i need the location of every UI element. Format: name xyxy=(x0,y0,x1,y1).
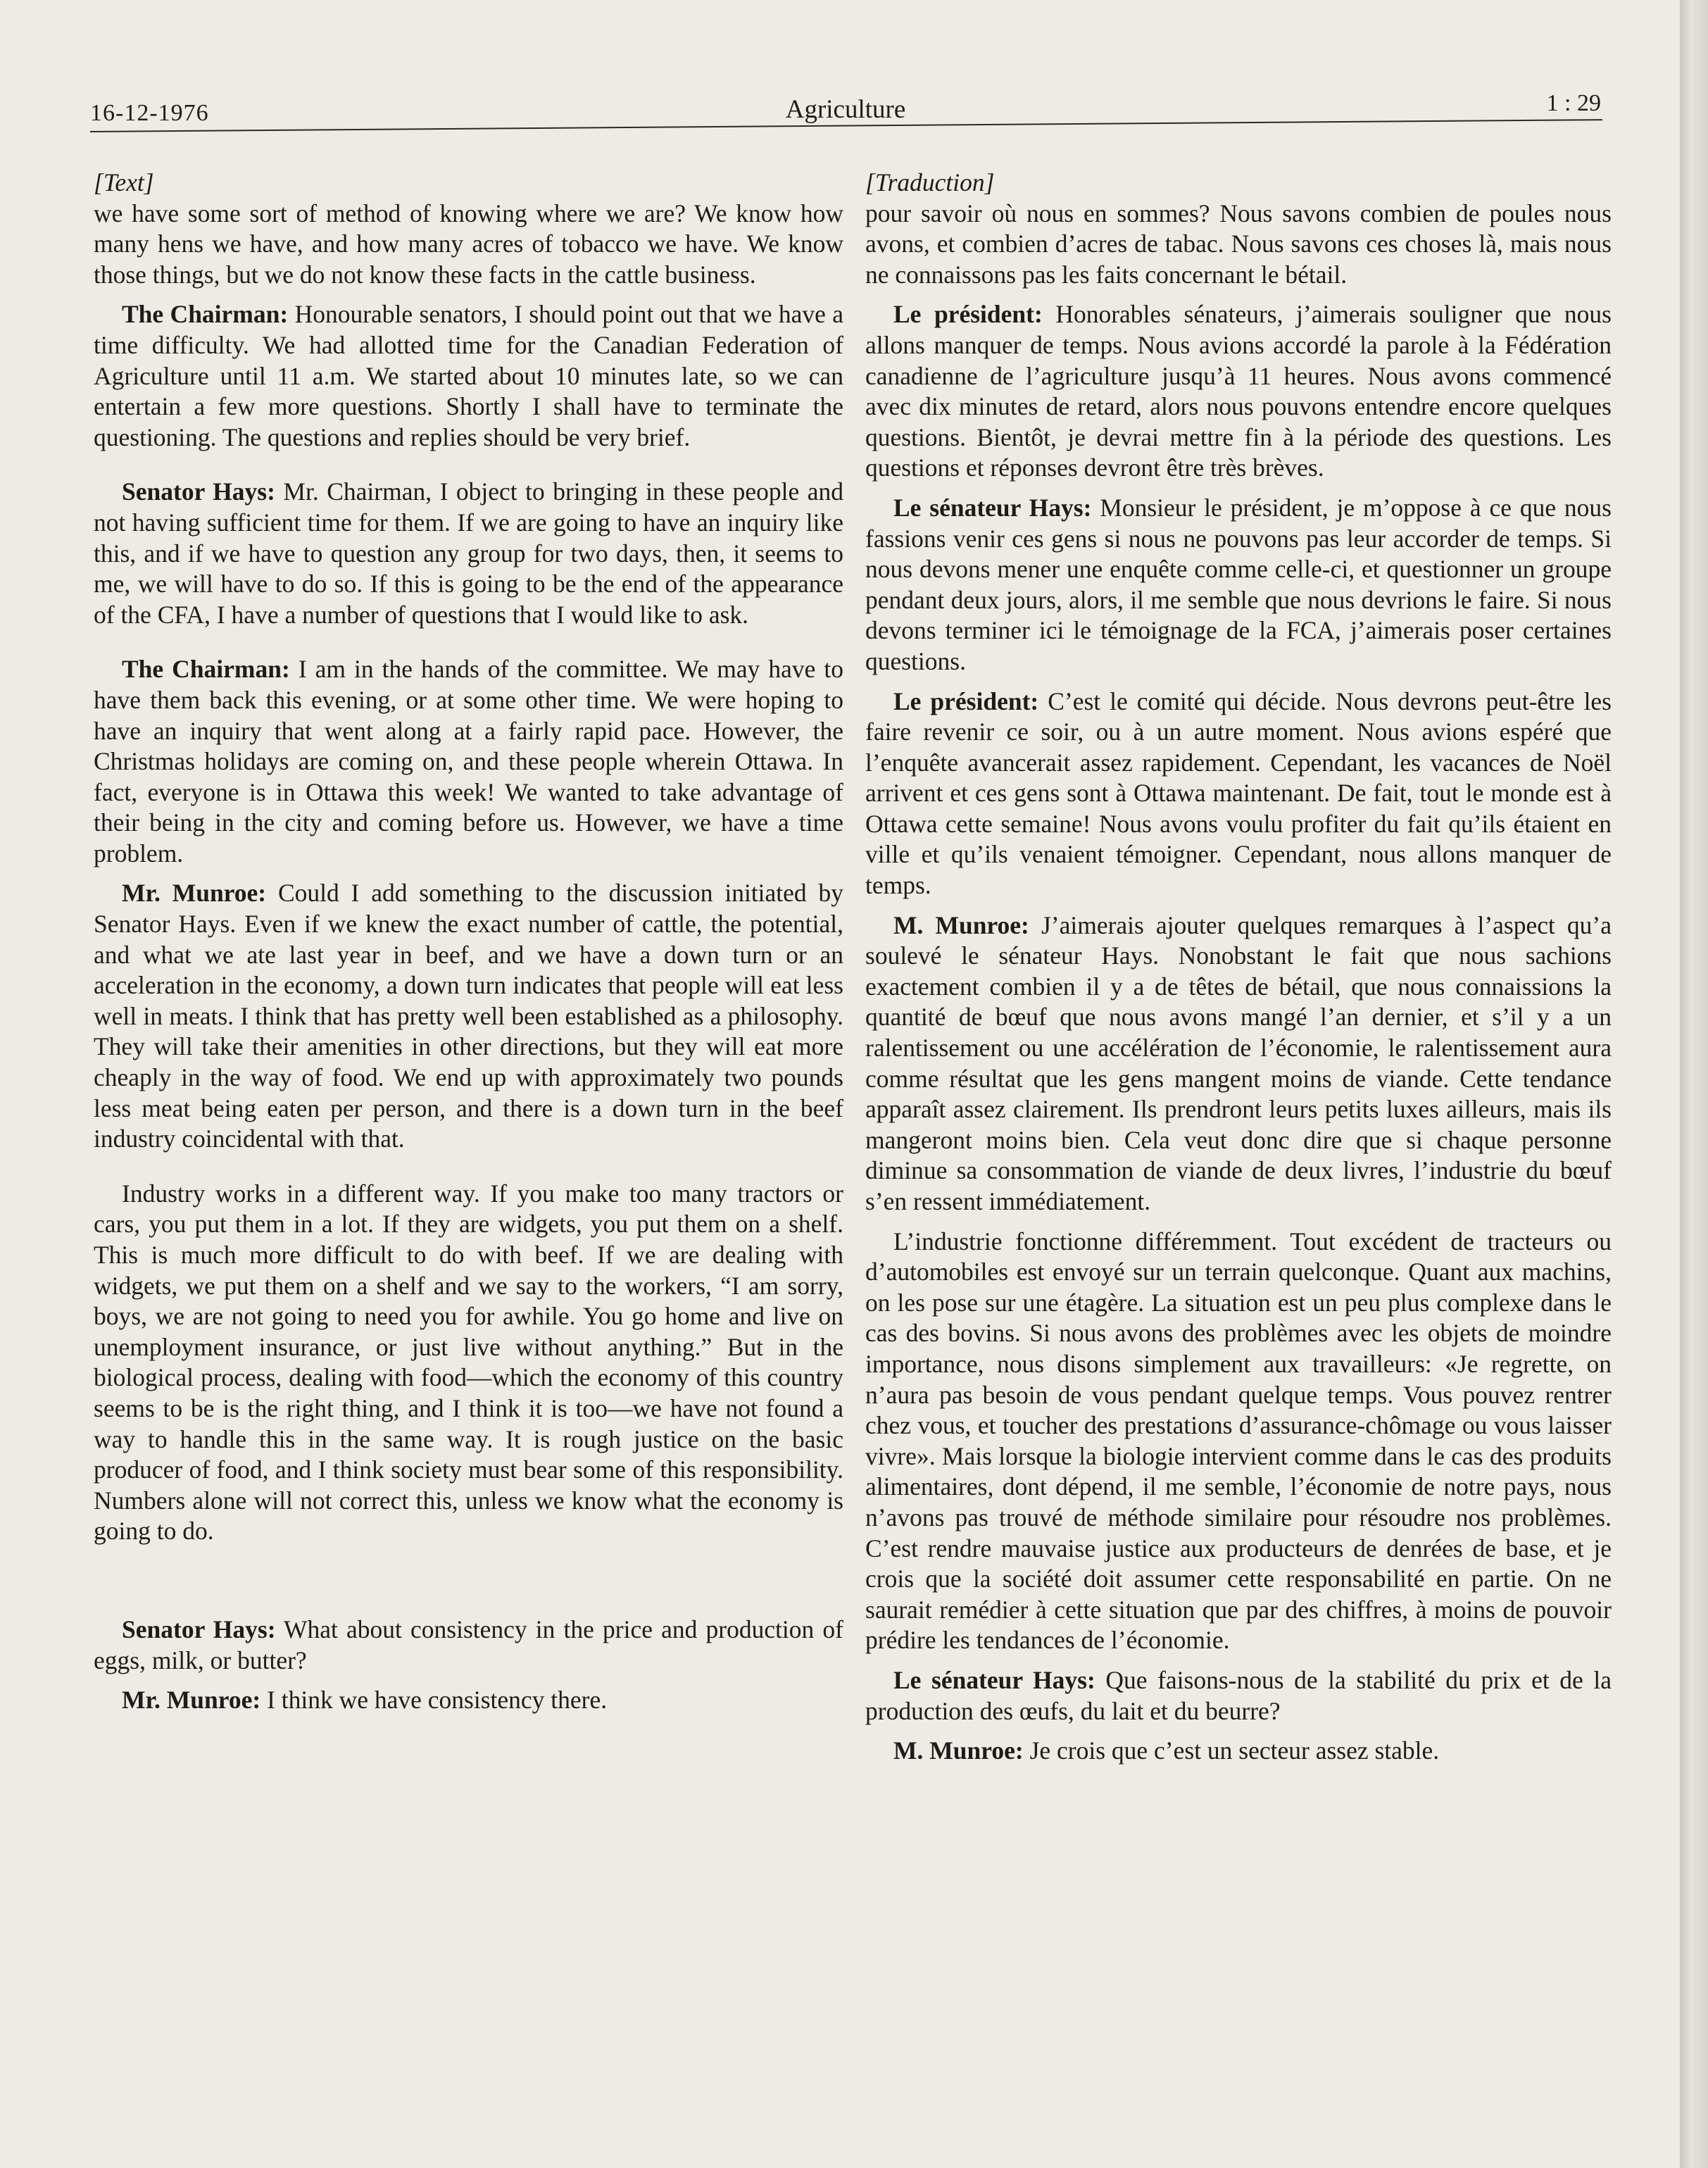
speaker-name: Senator Hays: xyxy=(122,1615,276,1643)
paragraph: Le sénateur Hays: Que faisons-nous de la stabilité du prix et de la production des œufs, du lait et du beurre? xyxy=(865,1665,1612,1725)
paragraph: M. Munroe: J’aimerais ajouter quelques remarques à l’aspect qu’a soulevé le sénateur Hays. Nonobstant le fait que nous sachions exactement combien il y a de têtes de bétail, que nous connaissions la quantité de bœuf que nous avons mangé l’an dernier, et s’il y a un ralentissement ou une accélération de l’économie, le ralentissement aura comme résultat que les gens mangent moins de viande. Cette tendance apparaît assez clairement. Ils prendront leurs petits luxes ailleurs, mais ils mangeront moins bien. Cela veut donc dire que si chaque personne diminue sa consommation de viande de deux livres, l’industrie du bœuf s’en ressent immédiatement. xyxy=(865,910,1612,1215)
speaker-name: Le président: xyxy=(893,687,1039,715)
english-column xyxy=(94,168,843,1725)
paragraph: The Chairman: I am in the hands of the committee. We may have to have them back this evening, or at some other time. We were hoping to have an inquiry that went along at a fairly rapid pace. However, the Christmas holidays are coming on, and these people wherein Ottawa. In fact, everyone is in Ottawa this week! We wanted to take advantage of their being in the city and coming before us. However, we have a time problem. xyxy=(94,655,843,867)
french-column xyxy=(865,168,1612,1776)
speaker-name: The Chairman: xyxy=(122,655,290,684)
paragraph: Industry works in a different way. If you make too many tractors or cars, you put them in a lot. If they are widgets, you put them on a shelf. This is much more difficult to do with beef. If we are dealing with widgets, we put them on a shelf and we say to the workers, “I am sorry, boys, we are not going to need you for awhile. You go home and live on unemployment insurance, or just live without anything.” But in the biological process, dealing with food—which the economy of this country seems to be is the right thing, and I think it is too—we have not found a way to handle this in the same way. It is rough justice on the basic producer of food, and I think society must bear some of this responsibility. Numbers alone will not correct this, unless we know what the economy is going to do. xyxy=(94,1179,843,1546)
paragraph: Mr. Munroe: Could I add something to the discussion initiated by Senator Hays. Even if we knew the exact number of cattle, the potential, and what we ate last year in beef, and we have a down turn or an acceleration in the economy, a down turn indicates that people will eat less well in meats. I think that has pretty well been established as a philosophy. They will take their amenities in other directions, but they will eat more cheaply in the way of food. We end up with approximately two pounds less meat being eaten per person, and there is a down turn in the beef industry coincidental with that. xyxy=(94,879,843,1153)
header-date: 16-12-1976 xyxy=(90,100,209,126)
speaker-name: Le président: xyxy=(893,300,1043,329)
paragraph: Senator Hays: What about consistency in the price and production of eggs, milk, or butter? xyxy=(94,1615,843,1674)
paragraph: Le président: Honorables sénateurs, j’aimerais souligner que nous allons manquer de temps. Nous avions accordé la parole à la Fédération canadienne de l’agriculture jusqu’à 11 heures. Nous avons commencé avec dix minutes de retard, alors nous pouvons entendre encore quelques questions. Bientôt, je devrai mettre fin à la période des questions. Les questions et réponses devront être très brèves. xyxy=(865,300,1612,482)
speaker-name: Mr. Munroe: xyxy=(122,879,267,908)
column-tag-text: [Text] xyxy=(94,168,154,196)
paragraph: pour savoir où nous en sommes? Nous savons combien de poules nous avons, et combien d’acres de tabac. Nous savons ces choses là, mais nous ne connaissons pas les faits concernant le bétail. xyxy=(865,199,1612,289)
paragraph: Le sénateur Hays: Monsieur le président, je m’oppose à ce que nous fassions venir ces gens si nous ne pouvons pas leur accorder de temps. Si nous devons mener une enquête comme celle-ci, et questionner un groupe pendant deux jours, alors, il me semble que nous devrions le faire. Si nous devons terminer ici le témoignage de la FCA, j’aimerais poser certaines questions. xyxy=(865,493,1612,675)
speaker-name: Le sénateur Hays: xyxy=(893,493,1092,522)
column-tag-traduction: [Traduction] xyxy=(865,168,995,196)
header-title: Agriculture xyxy=(785,95,906,124)
speaker-name: The Chairman: xyxy=(122,300,289,329)
page-number: 1 : 29 xyxy=(1546,90,1601,116)
paragraph: Le président: C’est le comité qui décide. Nous devrons peut-être les faire revenir ce soir, ou à un autre moment. Nous avions espéré que l’enquête avancerait assez rapidement. Cependant, les vacances de Noël arrivent et ces gens sont à Ottawa maintenant. De fait, tout le monde est à Ottawa cette semaine! Nous avons voulu profiter du fait qu’ils étaient en ville et qu’ils venaient témoigner. Cependant, nous allons manquer de temps. xyxy=(865,687,1612,900)
speaker-name: M. Munroe: xyxy=(893,910,1029,939)
paragraph: Mr. Munroe: I think we have consistency there. xyxy=(122,1686,608,1715)
speaker-name: Le sénateur Hays: xyxy=(893,1665,1095,1694)
paragraph: L’industrie fonctionne différemment. Tout excédent de tracteurs ou d’automobiles est envoyé sur un terrain quelconque. Quant aux machins, on les pose sur une étagère. La situation est un peu plus complexe dans le cas des bovins. Si nous avons des problèmes avec les objets de moindre importance, nous disons simplement aux travailleurs: «Je regrette, on n’aura pas besoin de vous pendant quelque temps. Vous pouvez rentrer chez vous, et toucher des prestations d’assurance-chômage ou vous laisser vivre». Mais lorsque la biologie intervient comme dans le cas des produits alimentaires, dont dépend, il me semble, l’économie de notre pays, nous n’avons pas trouvé de méthode similaire pour résoudre nos problèmes. C’est rendre mauvaise justice aux producteurs de denrées de base, et je crois que la société doit assumer cette responsabilité en partie. On ne saurait remédier à cette situation que par des chiffres, à moins de pouvoir prédire les tendances de l’économie. xyxy=(865,1227,1612,1655)
speaker-name: M. Munroe: xyxy=(893,1736,1024,1765)
speaker-name: Senator Hays: xyxy=(122,477,275,506)
speaker-name: Mr. Munroe: xyxy=(122,1686,261,1715)
paragraph: The Chairman: Honourable senators, I should point out that we have a time difficulty. We had allotted time for the Canadian Federation of Agriculture until 11 a.m. We started about 10 minutes late, so we can entertain a few more questions. Shortly I shall have to terminate the questioning. The questions and replies should be very brief. xyxy=(94,300,843,451)
paragraph: M. Munroe: Je crois que c’est un secteur assez stable. xyxy=(893,1736,1440,1765)
paragraph: we have some sort of method of knowing where we are? We know how many hens we have, and how many acres of tobacco we have. We know those things, but we do not know these facts in the cattle business. xyxy=(94,199,843,289)
page-edge xyxy=(1680,0,1708,2168)
paragraph: Senator Hays: Mr. Chairman, I object to bringing in these people and not having sufficient time for them. If we are going to have an inquiry like this, and if we have to question any group for two days, then, it seems to me, we will have to do so. If this is going to be the end of the appearance of the CFA, I have a number of questions that I would like to ask. xyxy=(94,477,843,629)
